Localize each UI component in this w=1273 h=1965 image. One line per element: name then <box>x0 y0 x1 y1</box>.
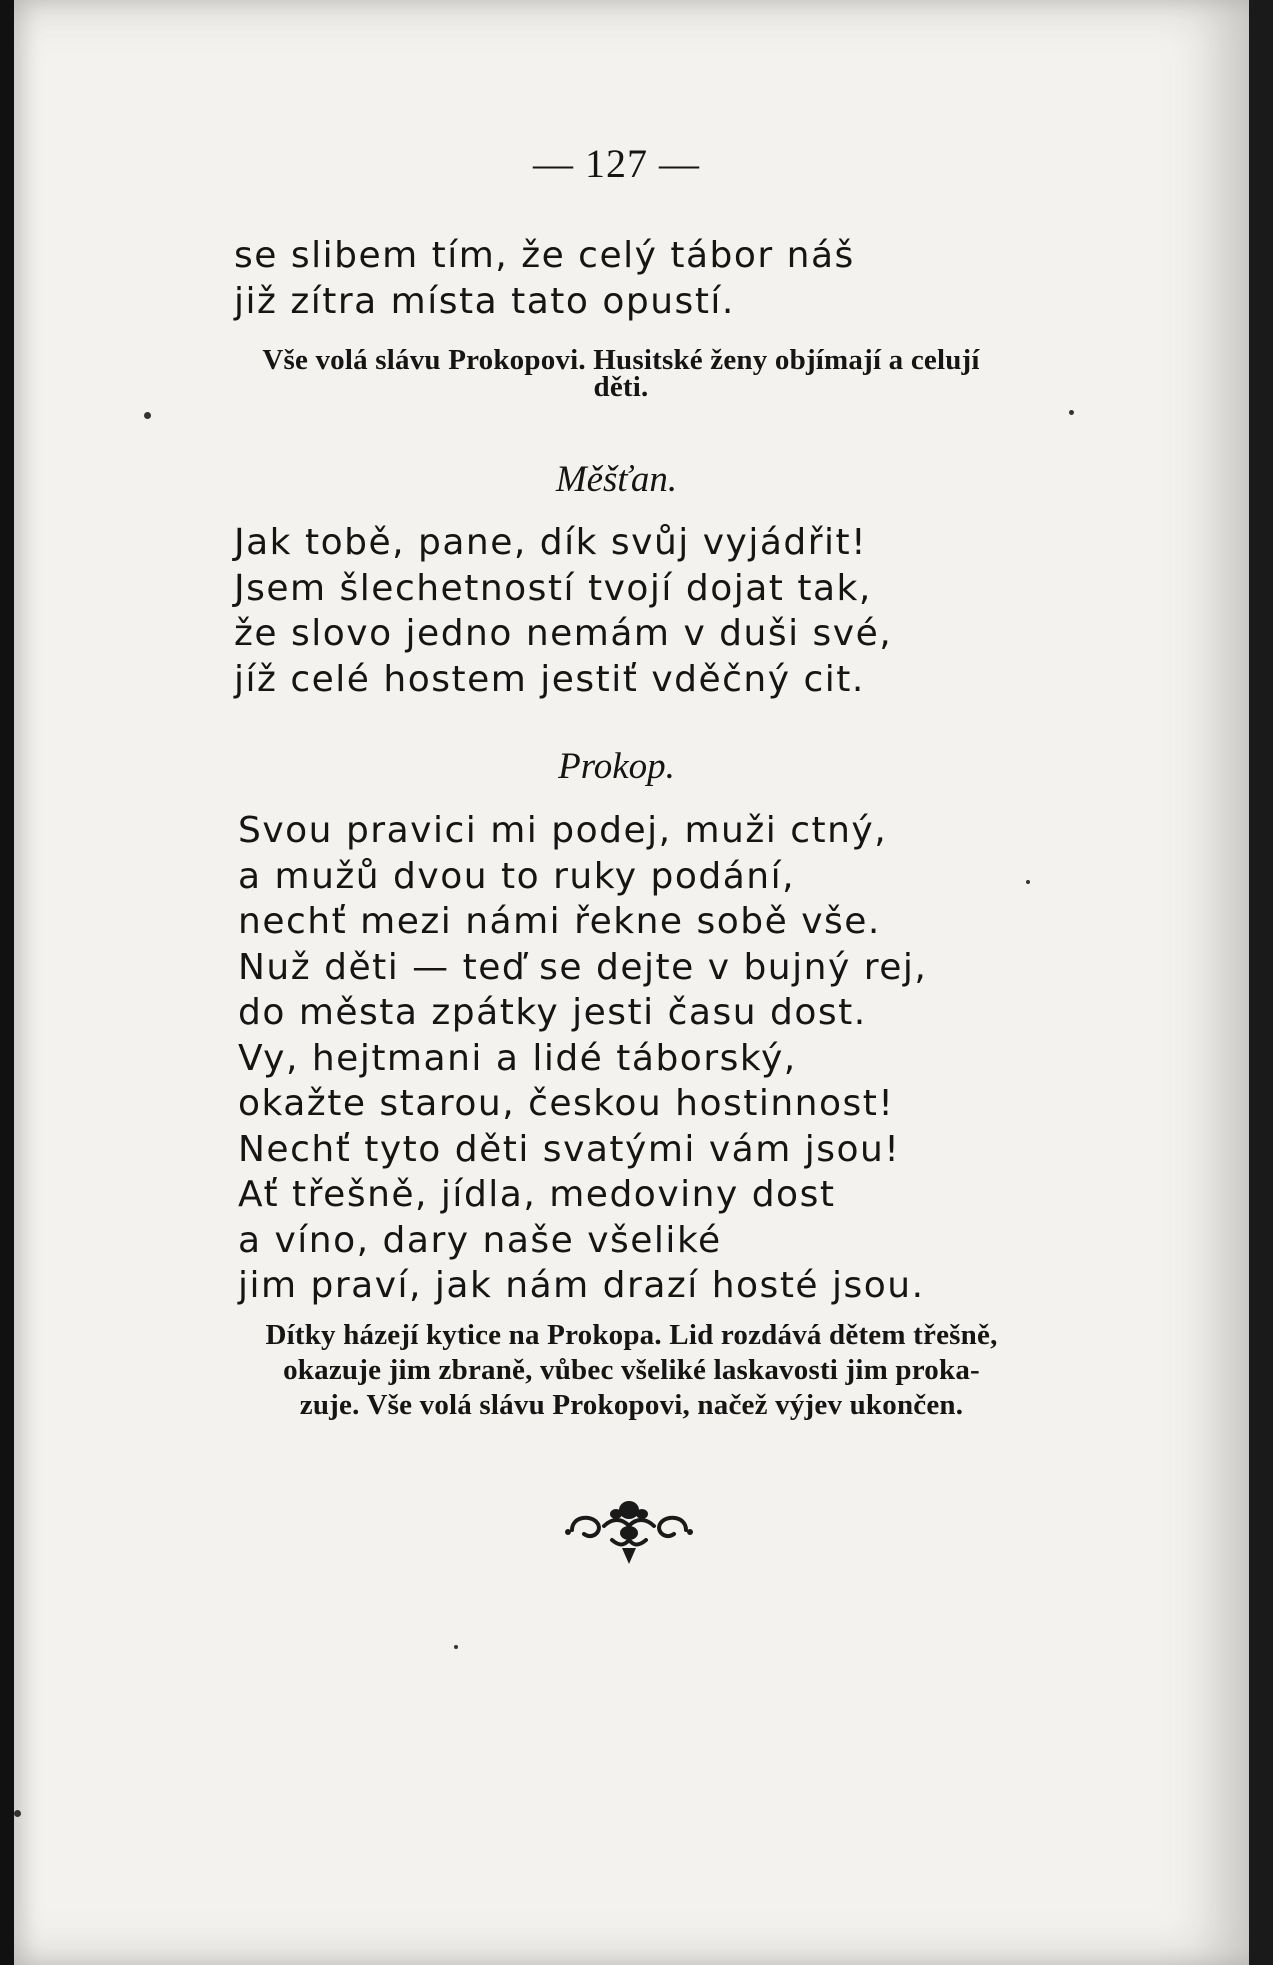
verse-line: Nechť tyto děti svatými vám jsou! <box>238 1128 901 1170</box>
stage-line: Dítky házejí kytice na Prokopa. Lid rozdává dětem třešně, <box>265 1319 998 1351</box>
book-page <box>14 0 1249 1965</box>
ink-speck <box>454 1645 458 1649</box>
verse-line: Svou pravici mi podej, muži ctný, <box>238 810 888 851</box>
verse-line: okažte starou, českou hostinnost! <box>238 1083 895 1124</box>
verse-line: Ať třešně, jídla, medoviny dost <box>238 1174 836 1215</box>
ink-speck <box>14 1810 21 1817</box>
scan-left-edge <box>0 0 14 1965</box>
speaker-prokop: Prokop. <box>558 746 675 787</box>
verse-line: jim praví, jak nám drazí hosté jsou. <box>238 1265 925 1306</box>
verse-line: a víno, dary naše všeliké <box>238 1219 722 1261</box>
fleuron-ornament-icon <box>564 1488 694 1568</box>
ink-speck <box>1069 410 1074 415</box>
stage-line: okazuje jim zbraně, vůbec všeliké laskavosti jim proka- <box>283 1354 980 1386</box>
verse-block-3 <box>238 808 927 1309</box>
verse-line: Vy, hejtmani a lidé táborský, <box>238 1037 797 1079</box>
ink-speck <box>144 412 151 419</box>
scan-right-edge <box>1249 0 1273 1965</box>
stage-direction-2 <box>159 1318 1104 1423</box>
verse-line: nechť mezi námi řekne sobě vše. <box>238 901 881 942</box>
verse-block-2 <box>234 520 892 702</box>
verse-line: jíž celé hostem jestiť vděčný cit. <box>234 658 865 700</box>
stage-line: děti. <box>593 371 649 403</box>
verse-line: již zítra místa tato opustí. <box>234 280 735 322</box>
verse-line: do města zpátky jesti času dost. <box>238 992 867 1033</box>
verse-line: Jsem šlechetností tvojí dojat tak, <box>234 567 872 609</box>
verse-line: Jak tobě, pane, dík svůj vyjádřit! <box>234 522 868 563</box>
verse-line: Nuž děti — teď se dejte v bujný rej, <box>238 946 928 988</box>
stage-direction-1 <box>146 343 1096 405</box>
verse-block-1 <box>234 233 855 324</box>
stage-line: zuje. Vše volá slávu Prokopovi, načež výjev ukončen. <box>299 1389 964 1421</box>
page-number: — 127 — <box>533 141 700 186</box>
speaker-mestan: Měšťan. <box>555 459 678 500</box>
ink-speck <box>1026 880 1030 884</box>
verse-line: a mužů dvou to ruky podání, <box>238 855 796 897</box>
verse-line: že slovo jedno nemám v duši své, <box>234 613 893 654</box>
verse-line: se slibem tím, že celý tábor náš <box>234 235 855 276</box>
stage-line: Vše volá slávu Prokopovi. Husitské ženy objímají a celují <box>262 344 980 376</box>
